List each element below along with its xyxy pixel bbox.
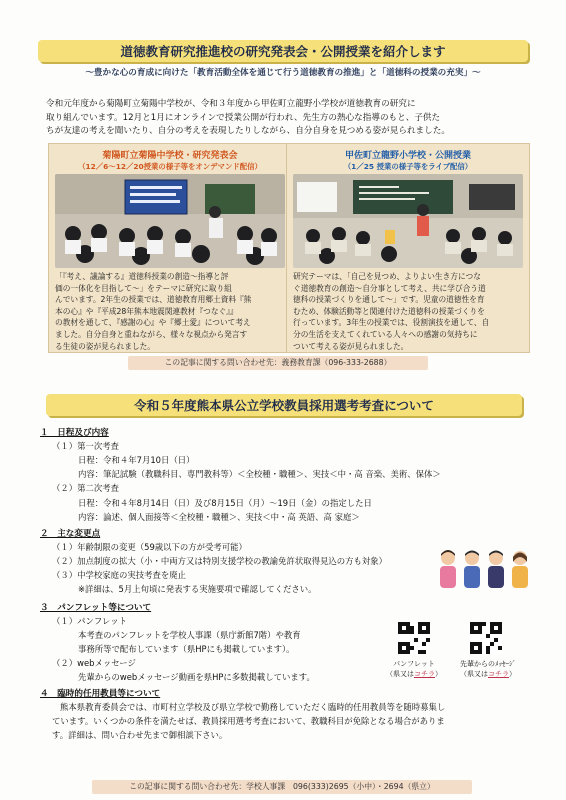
web-message-label: （２）webメッセージ — [52, 658, 136, 668]
intro-line: 取り組んでいます。12月と1月にオンラインで授業公開が行われ、先生方の熱心な指導のもと、子供た — [46, 112, 441, 123]
article2-title: 令和５年度熊本県公立学校教員採用選考考査について — [134, 398, 434, 413]
kikuyo-panel — [48, 143, 292, 353]
tatsuno-text-line: ついて考える姿が見られました。 — [293, 341, 409, 351]
tatsuno-heading: 甲佐町立龍野小学校・公開授業 — [344, 151, 471, 161]
temporary-line1: 熊本県教育委員会では、市町村立学校及び県立学校で勤務していただく臨時的任用教員等を随時募集し — [60, 702, 446, 712]
change-age-limit: （１）年齢制限の変更（59歳以下の方が受考可能） — [52, 542, 247, 552]
article1-title-bar — [38, 40, 528, 62]
article1-subtitle: ～豊かな心の育成に向けた「教育活動全体を通じて行う道徳教育の推進」と「道徳科の授業の充実」～ — [85, 68, 481, 78]
kikuyo-heading: 菊陽町立菊陽中学校・研究発表会 — [102, 151, 238, 161]
web-message-qr-prefix: （県又は — [460, 669, 488, 678]
section-pamphlet-heading: ３ パンフレット等について — [40, 603, 152, 613]
pamphlet-line2: 事務所等で配布しています（県HPにも掲載しています）。 — [78, 644, 295, 654]
web-message-qr-caption — [452, 660, 524, 679]
first-exam-date: 日程：令和４年7月10日（日） — [78, 455, 195, 465]
article1-intro — [46, 98, 524, 139]
pamphlet-qr-caption — [384, 660, 444, 679]
pamphlet-qr-code[interactable] — [398, 622, 430, 654]
article2-title-bar — [46, 394, 522, 416]
second-exam-content: 内容：論述、個人面接等＜全校種・職種＞、実技＜中・高 英語、高 家庭＞ — [78, 512, 360, 522]
kikuyo-text-line: の教材を通して、『感謝の心』や『郷土愛』について考え — [55, 318, 251, 328]
tatsuno-text-line: 分の生活を支えてくれている人々への感謝の気持ちに — [293, 329, 478, 339]
tatsuno-text-line: 研究テーマは、「自己を見つめ、よりよい生き方につな — [293, 272, 481, 281]
kikuyo-text-line: 価の一体化を目指して～」をテーマに研究に取り組 — [55, 283, 232, 293]
web-message-qr-code[interactable] — [470, 622, 502, 654]
kikuyo-description — [55, 271, 287, 352]
section-changes-heading: ２ 主な変更点 — [40, 529, 101, 539]
pamphlet-label: （１）パンフレット — [52, 616, 127, 626]
tatsuno-text-line: ぐ道徳教育の創造～自分事として考え、共に学び合う道 — [293, 283, 486, 293]
intro-line: 令和元年度から菊陽町立菊陽中学校が、令和３年度から甲佐町立龍野小学校が道徳教育の研究に — [46, 99, 416, 109]
kikuyo-classroom-photo — [55, 174, 285, 268]
first-exam-label: （１）第一次考査 — [52, 441, 119, 451]
web-message-qr-caption-title: 先輩からのﾒｯｾｰｼﾞ — [460, 660, 516, 668]
change-bonus-points: （２）加点制度の拡大（小・中両方又は特別支援学校の教諭免許状取得見込の方も対象） — [52, 556, 387, 566]
pamphlet-qr-caption-sub — [384, 670, 444, 680]
web-message-qr-suffix: ） — [509, 669, 516, 678]
tatsuno-subheading: （1／25 授業の様子等をライブ配信） — [343, 162, 473, 171]
pamphlet-qr-suffix: ） — [435, 669, 442, 678]
second-exam-date: 日程：令和４年8月14日（日）及び8月15日（月）～19日（金）の指定した日 — [78, 498, 372, 508]
intro-line: ちが友達の考えを聞いたり、自分の考えを表現したりしながら、自分自身を見つめる姿が見られました。 — [46, 126, 450, 137]
section-temporary-teachers-heading: ４ 臨時的任用教員等について — [40, 689, 161, 699]
kikuyo-text-line: ました。自分自身と重ねながら、様々な視点から発言す — [55, 329, 248, 339]
tatsuno-text-line: 行っています。3年生の授業では、役割演技を通して、自 — [293, 318, 490, 328]
first-exam-content: 内容：筆記試験（教職科目、専門教科等）＜全校種・職種＞、実技＜中・高 音楽、美術、保体＞ — [78, 469, 441, 479]
tatsuno-classroom-photo — [293, 174, 523, 268]
changes-note: ※詳細は、5月上旬頃に発表する実施要項で確認してください。 — [78, 584, 317, 594]
section-schedule-heading: １ 日程及び内容 — [40, 428, 109, 438]
article1-title: 道徳教育研究推進校の研究発表会・公開授業を紹介します — [120, 44, 446, 59]
article2-contact: この記事に関する問い合わせ先：学校人事課 096(333)2695（小中）・2694（県立） — [92, 780, 472, 794]
pamphlet-line1: 本考査のパンフレットを学校人事課（県庁新館7階）や教育 — [78, 630, 301, 640]
pamphlet-link[interactable]: コチラ — [414, 669, 435, 678]
tatsuno-text-line: むため、体験活動等と関連付けた道徳科の授業づくりを — [293, 306, 485, 316]
article1-contact: この記事に関する問い合わせ先：義務教育課（096-333-2688） — [128, 356, 428, 370]
pamphlet-qr-caption-title: パンフレット — [393, 660, 435, 668]
temporary-line2: ています。いくつかの条件を満たせば、教員採用選考考査において、教職科目が免除となる場合がありま — [52, 716, 445, 726]
tatsuno-text-line: 徳科の授業づくりを通して～」です。児童の道徳性を育 — [293, 295, 485, 305]
kikuyo-subheading: （12／6～12／20授業の様子等をオンデマンド配信） — [78, 162, 262, 171]
kikuyo-text-line: んでいます。2年生の授業では、道徳教育用郷土資料『熊 — [55, 295, 252, 305]
temporary-line3: す。詳細は、問い合わせ先まで御相談下さい。 — [52, 730, 228, 740]
web-message-qr-caption-sub — [452, 670, 524, 680]
kikuyo-text-line: る生徒の姿が見られました。 — [55, 341, 155, 351]
tatsuno-panel — [286, 143, 530, 353]
second-exam-label: （２）第二次考査 — [52, 483, 119, 493]
web-message-line: 先輩からのwebメッセージ動画を県HPに多数掲載しています。 — [78, 672, 315, 682]
tatsuno-description — [293, 271, 525, 352]
change-home-ec: （３）中学校家庭の実技考査を廃止 — [52, 570, 186, 580]
web-message-link[interactable]: コチラ — [488, 669, 509, 678]
kikuyo-text-line: 本の心』や『平成28年熊本地震関連教材『つなぐ』』 — [55, 306, 238, 316]
kikuyo-text-line: 「『考え、議論する』道徳科授業の創造～指導と評 — [55, 272, 229, 281]
teachers-illustration — [432, 548, 536, 592]
pamphlet-qr-prefix: （県又は — [386, 669, 414, 678]
